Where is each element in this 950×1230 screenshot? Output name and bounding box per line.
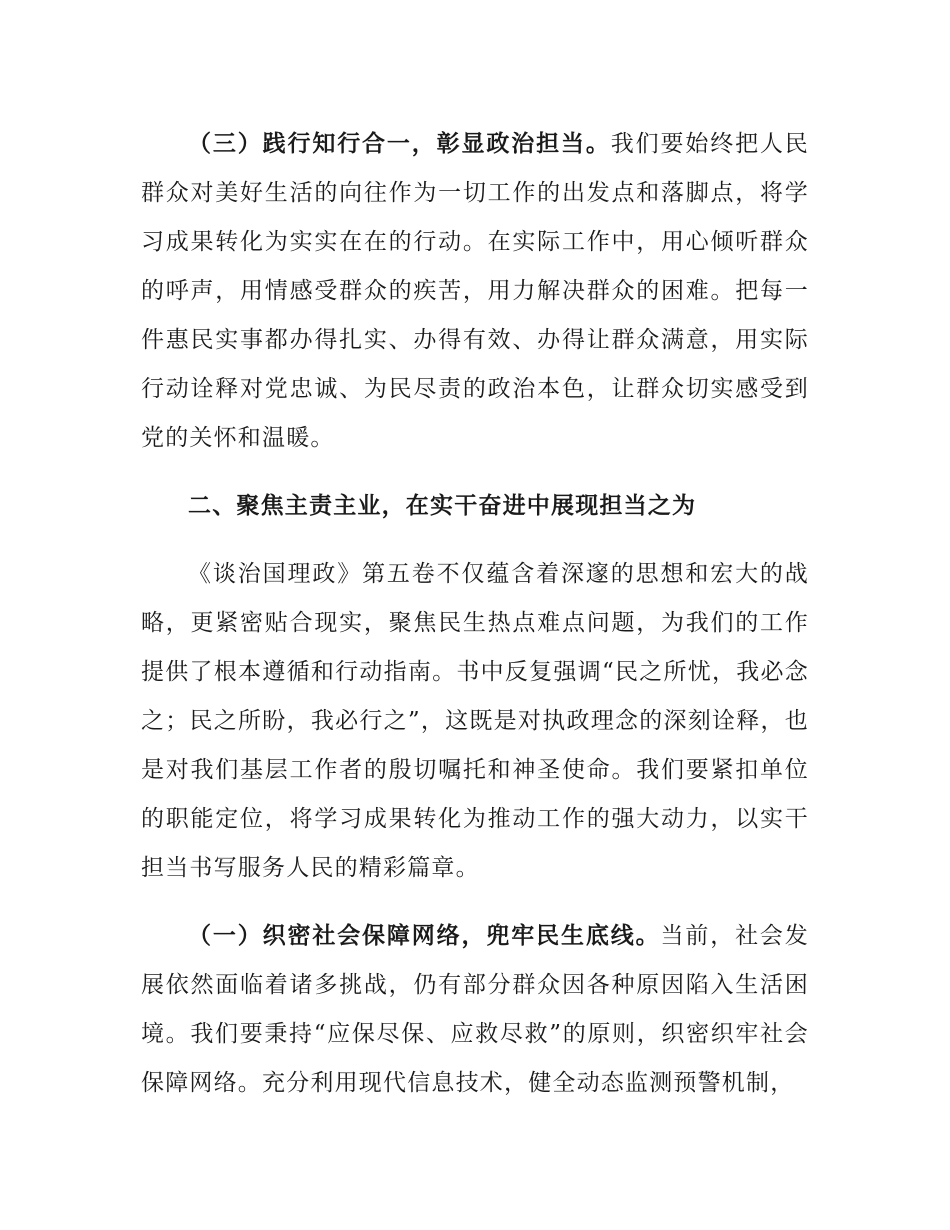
section-3-heading: （三）践行知行合一，彰显政治担当。 xyxy=(188,131,611,157)
chapter-2-heading: 二、聚焦主责主业，在实干奋进中展现担当之为 xyxy=(188,493,697,519)
section-1-text: 当前，社会发展依然面临着诸多挑战，仍有部分群众因各种原因陷入生活困境。我们要秉持“应保尽保、应救尽救”的原则，织密织牢社会保障网络。充分利用现代信息技术，健全动态监测预警机制， xyxy=(141,923,809,1096)
section-3-text: 我们要始终把人民群众对美好生活的向往作为一切工作的出发点和落脚点，将学习成果转化为实实在在的行动。在实际工作中，用心倾听群众的呼声，用情感受群众的疾苦，用力解决群众的困难。把每一件惠民实事都办得扎实、办得有效、办得让群众满意，用实际行动诠释对党忠诚、为民尽责的政治本色，让群众切实感受到党的关怀和温暖。 xyxy=(141,131,809,451)
document-body xyxy=(141,120,809,1108)
section-1-heading: （一）织密社会保障网络，兜牢民生底线。 xyxy=(188,923,661,949)
paragraph-intro: 《谈治国理政》第五卷不仅蕴含着深邃的思想和宏大的战略，更紧密贴合现实，聚焦民生热点难点问题，为我们的工作提供了根本遵循和行动指南。书中反复强调“民之所忧，我必念之；民之所盼，我必行之”，这既是对执政理念的深刻诠释，也是对我们基层工作者的殷切嘱托和神圣使命。我们要紧扣单位的职能定位，将学习成果转化为推动工作的强大动力，以实干担当书写服务人民的精彩篇章。 xyxy=(141,561,809,881)
paragraph-section-1 xyxy=(141,912,809,1108)
paragraph-section-3 xyxy=(141,120,809,463)
